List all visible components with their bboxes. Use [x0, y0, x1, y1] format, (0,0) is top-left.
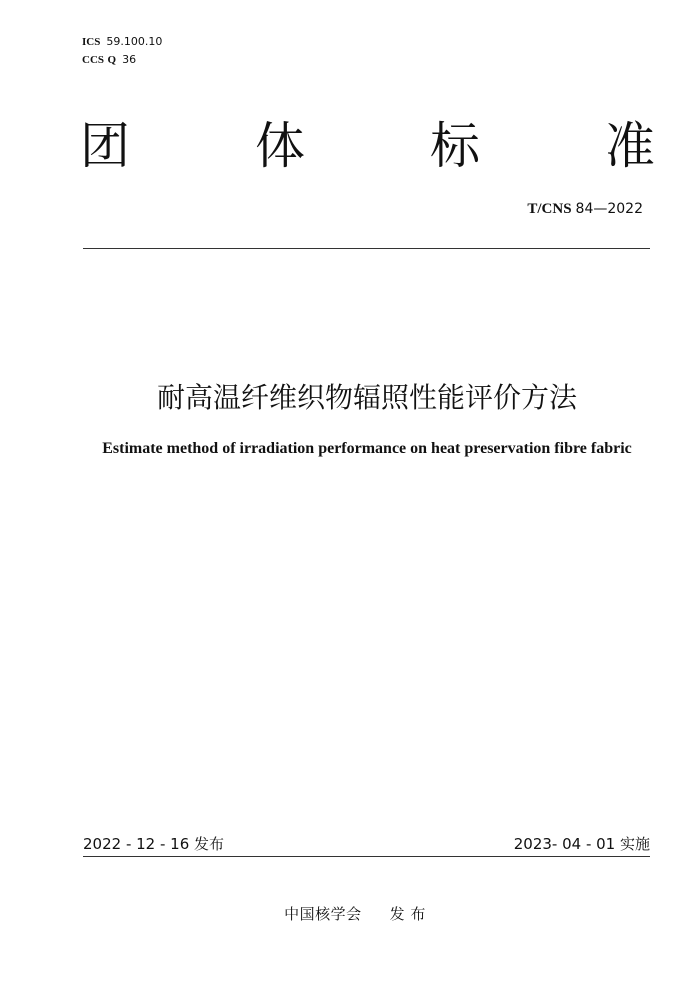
- ics-line: [82, 33, 162, 51]
- implement-date: 2023- 04 - 01 实施: [513, 835, 650, 853]
- top-divider: [83, 248, 650, 249]
- publish-date: 2022 - 12 - 16 发布: [83, 835, 225, 853]
- ccs-class: Q: [107, 54, 117, 66]
- document-title-chinese: 耐高温纤维织物辐照性能评价方法: [156, 381, 577, 414]
- ccs-line: [82, 51, 162, 69]
- document-title-english: Estimate method of irradiation performance on heat preservation fibre fabric: [102, 440, 632, 457]
- ccs-label: CCS: [82, 54, 105, 66]
- title-char-1: 团: [80, 117, 130, 175]
- title-char-4: 准: [605, 117, 655, 175]
- standard-number: [527, 201, 643, 218]
- title-char-2: 体: [255, 117, 305, 175]
- title-char-3: 标: [430, 117, 480, 175]
- publisher-org: 中国核学会: [284, 905, 362, 923]
- publisher: [0, 903, 700, 924]
- classification-codes: [82, 33, 162, 69]
- bottom-divider: [83, 856, 650, 857]
- date-row: [83, 833, 650, 855]
- publisher-action: 发 布: [389, 905, 426, 923]
- ics-value: 59.100.10: [106, 35, 163, 48]
- standard-number-prefix: T/CNS: [527, 201, 572, 217]
- ccs-value: 36: [122, 53, 137, 66]
- standard-type-title: [80, 118, 655, 174]
- standard-number-value: 84—2022: [575, 201, 643, 217]
- ics-label: ICS: [82, 36, 101, 48]
